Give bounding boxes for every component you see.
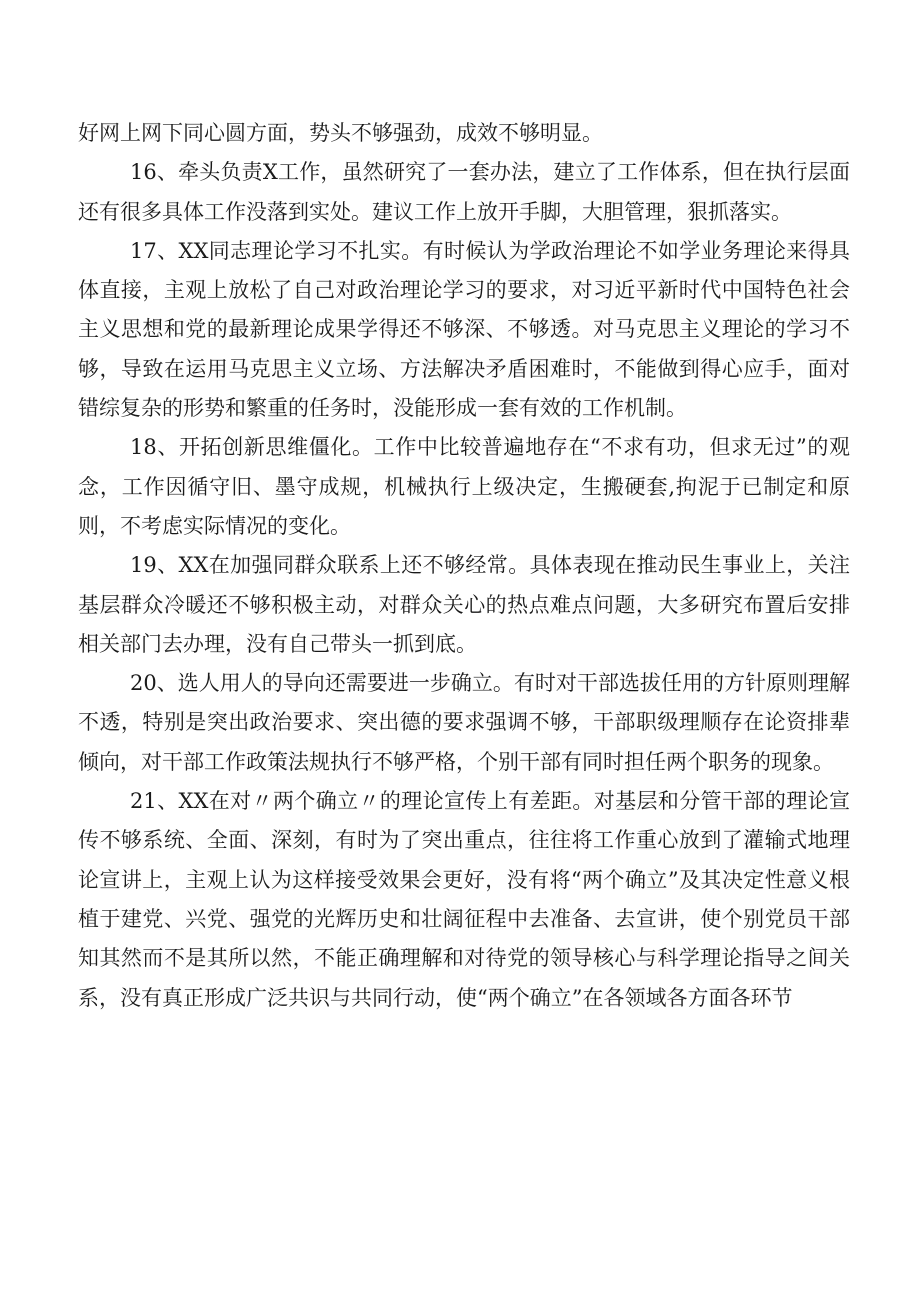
paragraph-item-21: 21、XX在对〃两个确立〃的理论宣传上有差距。对基层和分管干部的理论宣传不够系统、全面、深刻，有时为了突出重点，往往将工作重心放到了灌输式地理论宣讲上，主观上认为这样接受效果会更好，没有将“两个确立”及其决定性意义根植于建党、兴党、强党的光辉历史和壮阔征程中去准备、去宣讲，使个别党员干部知其然而不是其所以然，不能正确理解和对待党的领导核心与科学理论指导之间关系，没有真正形成广泛共识与共同行动，使“两个确立”在各领域各方面各环节 — [78, 789, 850, 1010]
paragraph-item-16: 16、牵头负责X工作，虽然研究了一套办法，建立了工作体系，但在执行层面还有很多具体工作没落到实处。建议工作上放开手脚，大胆管理，狠抓落实。 — [78, 160, 850, 224]
paragraph-item-17: 17、XX同志理论学习不扎实。有时候认为学政治理论不如学业务理论来得具体直接，主观上放松了自己对政治理论学习的要求，对习近平新时代中国特色社会主义思想和党的最新理论成果学得还不够深、不够透。对马克思主义理论的学习不够，导致在运用马克思主义立场、方法解决矛盾困难时，不能做到得心应手，面对错综复杂的形势和繁重的任务时，没能形成一套有效的工作机制。 — [78, 238, 850, 421]
paragraph-item-20: 20、选人用人的导向还需要进一步确立。有时对干部选拔任用的方针原则理解不透，特别是突出政治要求、突出德的要求强调不够，干部职级理顺存在论资排辈倾向，对干部工作政策法规执行不够严格，个别干部有同时担任两个职务的现象。 — [78, 671, 850, 774]
paragraph-continuation: 好网上网下同心圆方面，势头不够强劲，成效不够明显。 — [78, 121, 603, 145]
paragraph-item-18: 18、开拓创新思维僵化。工作中比较普遍地存在“不求有功，但求无过”的观念，工作因循守旧、墨守成规，机械执行上级决定，生搬硬套,拘泥于已制定和原则，不考虑实际情况的变化。 — [78, 435, 850, 538]
document-body — [78, 114, 850, 1018]
paragraph-item-19: 19、XX在加强同群众联系上还不够经常。具体表现在推动民生事业上，关注基层群众冷暖还不够积极主动，对群众关心的热点难点问题，大多研究布置后安排相关部门去办理，没有自己带头一抓到底。 — [78, 553, 850, 656]
